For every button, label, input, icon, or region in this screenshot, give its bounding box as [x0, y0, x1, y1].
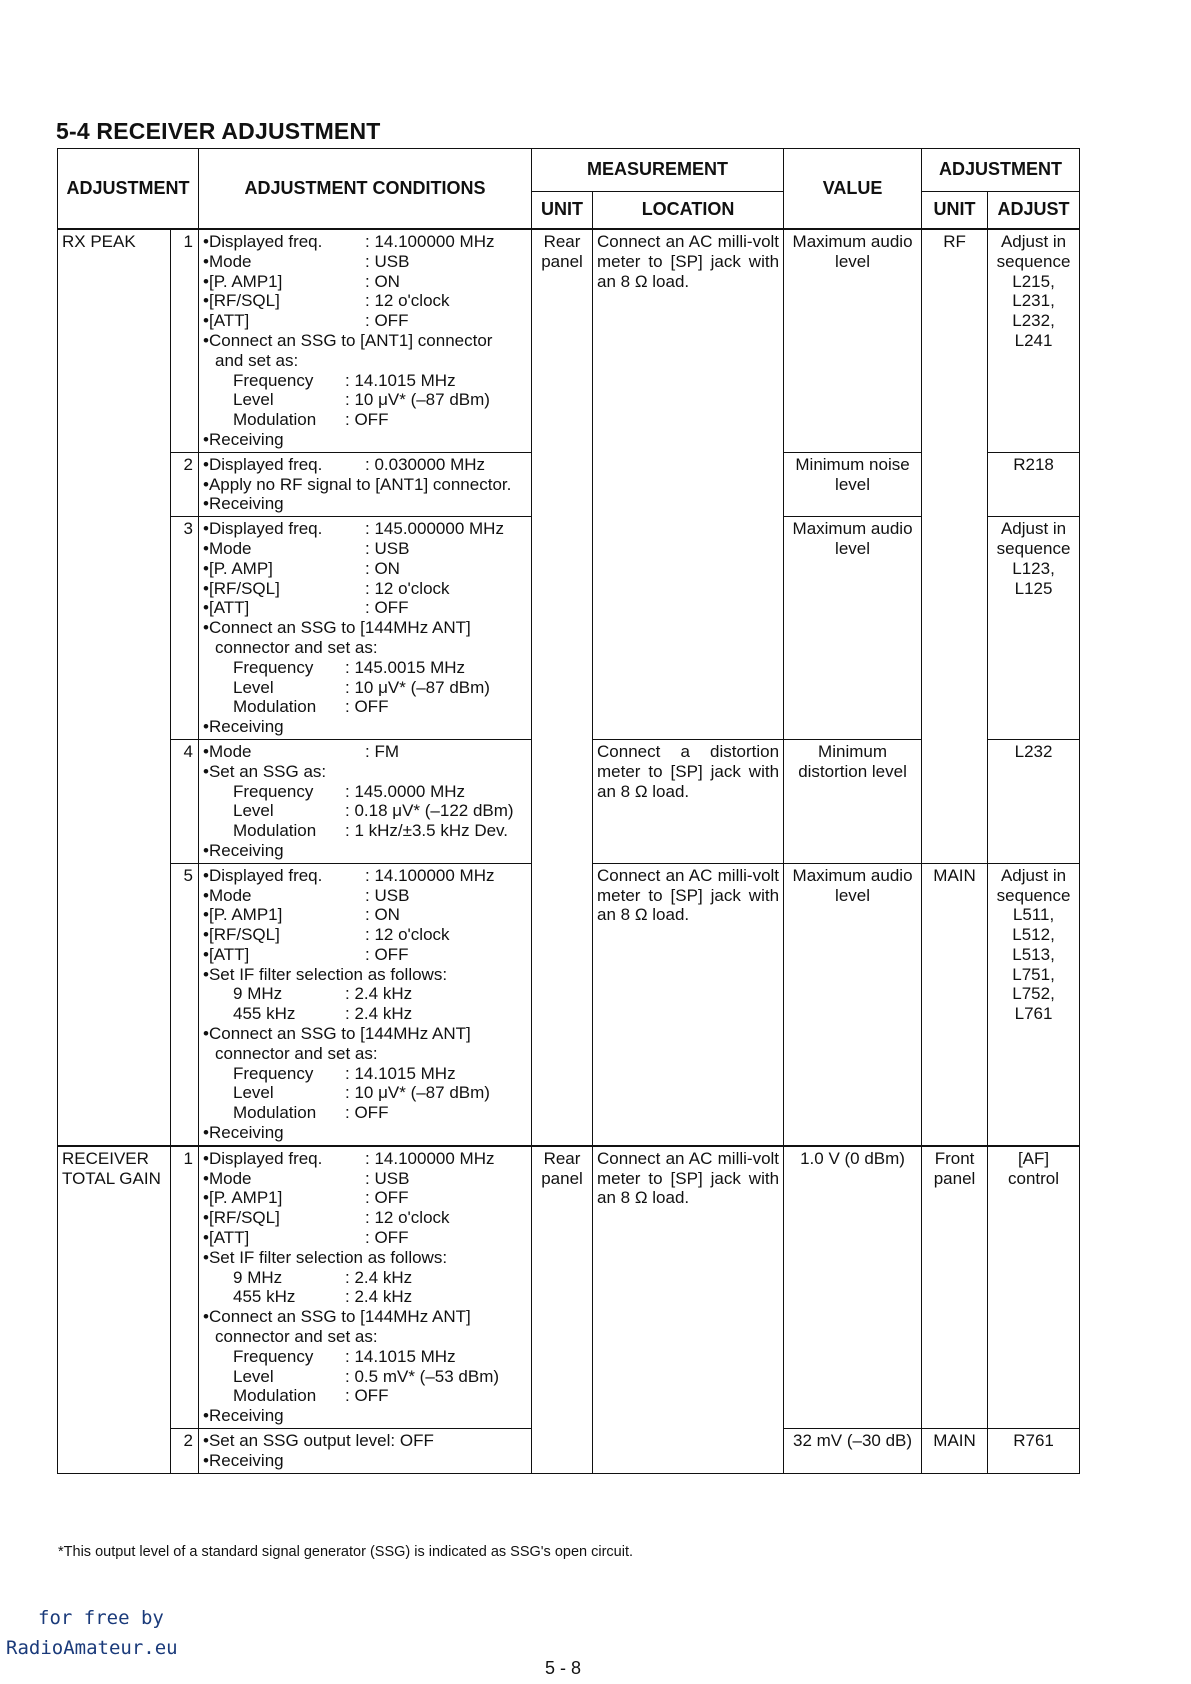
- adjust-cell: [AF] control: [988, 1146, 1080, 1429]
- header-adjust: ADJUST: [988, 192, 1080, 230]
- value-cell: 32 mV (–30 dB): [784, 1429, 922, 1474]
- measurement-location: Connect an AC milli-volt meter to [SP] jack with an 8 Ω load.: [593, 863, 784, 1146]
- adjustment-unit: RF: [922, 229, 988, 863]
- header-location: LOCATION: [593, 192, 784, 230]
- header-adjustment-group: ADJUSTMENT: [922, 149, 1080, 192]
- adjustment-unit: Front panel: [922, 1146, 988, 1429]
- conditions-cell: •Displayed freq. : 14.100000 MHz •Mode : USB •[P. AMP1] : OFF •[RF/SQL] : 12 o'clock •[ATT] : OFF •Set IF filter selection as follows: 9 MHz : 2.4 kHz 455 kHz : 2.4 kHz •Connect an SSG to [144MHz ANT] connector and set as: Frequency : 14.1015 MHz Level : 0.5 mV* (–53 dBm) Modulation : OFF •Receiving: [199, 1146, 532, 1429]
- value-cell: Minimum distortion level: [784, 739, 922, 863]
- header-value: VALUE: [784, 149, 922, 230]
- table-row: [58, 229, 1080, 452]
- watermark-line-2: RadioAmateur.eu: [6, 1637, 178, 1659]
- conditions-cell: •Set an SSG output level: OFF •Receiving: [199, 1429, 532, 1474]
- item-rx-peak: RX PEAK: [58, 229, 171, 1146]
- conditions-cell: •Displayed freq. : 145.000000 MHz •Mode : USB •[P. AMP] : ON •[RF/SQL] : 12 o'clock •[ATT] : OFF •Connect an SSG to [144MHz ANT] connector and set as: Frequency : 145.0015 MHz Level : 10 μV* (–87 dBm) Modulation : OFF •Receiving: [199, 517, 532, 740]
- measurement-location: Connect an AC milli-volt meter to [SP] jack with an 8 Ω load.: [593, 1146, 784, 1473]
- adjust-cell: R218: [988, 452, 1080, 516]
- table-row: [58, 1146, 1080, 1429]
- value-cell: Maximum audio level: [784, 517, 922, 740]
- adjustment-unit: MAIN: [922, 1429, 988, 1474]
- header-meas-unit: UNIT: [532, 192, 593, 230]
- value-cell: Maximum audio level: [784, 863, 922, 1146]
- conditions-cell: •Displayed freq. : 14.100000 MHz •Mode : USB •[P. AMP1] : ON •[RF/SQL] : 12 o'clock •[ATT] : OFF •Set IF filter selection as follows: 9 MHz : 2.4 kHz 455 kHz : 2.4 kHz •Connect an SSG to [144MHz ANT] connector and set as: Frequency : 14.1015 MHz Level : 10 μV* (–87 dBm) Modulation : OFF •Receiving: [199, 863, 532, 1146]
- step-number: 1: [171, 1146, 199, 1429]
- adjust-cell: L232: [988, 739, 1080, 863]
- step-number: 5: [171, 863, 199, 1146]
- header-adjustment: ADJUSTMENT: [58, 149, 199, 230]
- measurement-location: Connect a distortion meter to [SP] jack with an 8 Ω load.: [593, 739, 784, 863]
- step-number: 2: [171, 1429, 199, 1474]
- header-conditions: ADJUSTMENT CONDITIONS: [199, 149, 532, 230]
- step-number: 3: [171, 517, 199, 740]
- measurement-unit: Rear panel: [532, 1146, 593, 1473]
- page-title: 5-4 RECEIVER ADJUSTMENT: [56, 118, 381, 144]
- step-number: 4: [171, 739, 199, 863]
- item-receiver-total-gain: RECEIVER TOTAL GAIN: [58, 1146, 171, 1473]
- step-number: 1: [171, 229, 199, 452]
- adjustment-unit: MAIN: [922, 863, 988, 1146]
- receiver-adjustment-table: [57, 148, 1080, 1474]
- value-cell: Maximum audio level: [784, 229, 922, 452]
- conditions-cell: •Displayed freq. : 14.100000 MHz •Mode : USB •[P. AMP1] : ON •[RF/SQL] : 12 o'clock •[ATT] : OFF •Connect an SSG to [ANT1] connector and set as: Frequency : 14.1015 MHz Level : 10 μV* (–87 dBm) Modulation : OFF •Receiving: [199, 229, 532, 452]
- adjust-cell: Adjust in sequence L123, L125: [988, 517, 1080, 740]
- header-adj-unit: UNIT: [922, 192, 988, 230]
- value-cell: 1.0 V (0 dBm): [784, 1146, 922, 1429]
- page-number: 5 - 8: [545, 1658, 582, 1678]
- conditions-cell: •Mode : FM •Set an SSG as: Frequency : 145.0000 MHz Level : 0.18 μV* (–122 dBm) Modulation : 1 kHz/±3.5 kHz Dev. •Receiving: [199, 739, 532, 863]
- adjust-cell: Adjust in sequence L511, L512, L513, L751, L752, L761: [988, 863, 1080, 1146]
- adjust-cell: R761: [988, 1429, 1080, 1474]
- measurement-unit: Rear panel: [532, 229, 593, 1146]
- conditions-cell: •Displayed freq. : 0.030000 MHz •Apply no RF signal to [ANT1] connector. •Receiving: [199, 452, 532, 516]
- footnote: *This output level of a standard signal generator (SSG) is indicated as SSG's open circuit.: [58, 1544, 634, 1560]
- value-cell: Minimum noise level: [784, 452, 922, 516]
- header-measurement: MEASUREMENT: [532, 149, 784, 192]
- adjust-cell: Adjust in sequence L215, L231, L232, L241: [988, 229, 1080, 452]
- step-number: 2: [171, 452, 199, 516]
- measurement-location: Connect an AC milli-volt meter to [SP] jack with an 8 Ω load.: [593, 229, 784, 739]
- watermark-line-1: for free by: [38, 1607, 164, 1629]
